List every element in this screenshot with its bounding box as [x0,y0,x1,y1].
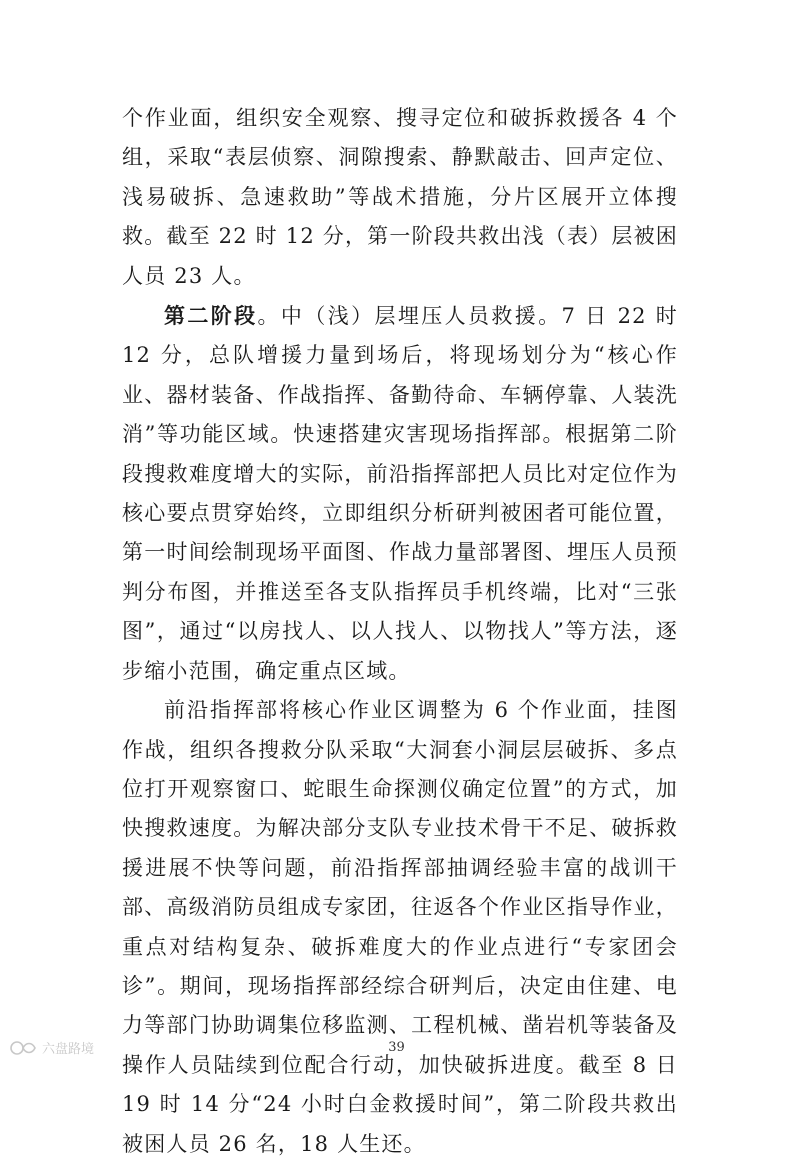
paragraph-2 [122,296,678,691]
paragraph-3-text: 前沿指挥部将核心作业区调整为 6 个作业面，挂图作战，组织各搜救分队采取“大洞套小洞层层破拆、多点位打开观察窗口、蛇眼生命探测仪确定位置”的方式，加快搜救速度。为解决部分支队专业技术骨干不足、破拆救援进展不快等问题，前沿指挥部抽调经验丰富的战训干部、高级消防员组成专家团，往返各个作业区指导作业，重点对结构复杂、破拆难度大的作业点进行“专家团会诊”。期间，现场指挥部经综合研判后，决定由住建、电力等部门协助调集位移监测、工程机械、凿岩机等装备及操作人员陆续到位配合行动，加快破拆进度。截至 8 日 19 时 14 分“24 小时白金救援时间”，第二阶段共救出被困人员 26 名，18 人生还。 [122,698,678,1156]
paragraph-1 [122,99,678,296]
paragraph-1-text: 个作业面，组织安全观察、搜寻定位和破拆救援各 4 个组，采取“表层侦察、洞隙搜索、静默敲击、回声定位、浅易破拆、急速救助”等战术措施，分片区展开立体搜救。截至 22 时 12 分，第一阶段共救出浅（表）层被困人员 23 人。 [122,106,678,288]
watermark-logo-icon [8,1039,38,1057]
paragraph-2-lead: 第二阶段 [164,303,258,329]
watermark [8,1038,94,1057]
page-number: 39 [388,1040,405,1055]
body-text [122,99,678,1164]
watermark-text: 六盘路境 [42,1042,95,1057]
paragraph-2-text: 。中（浅）层埋压人员救援。7 日 22 时 12 分，总队增援力量到场后，将现场划分为“核心作业、器材装备、作战指挥、备勤待命、车辆停靠、人装洗消”等功能区域。快速搭建灾害现场指挥部。根据第二阶段搜救难度增大的实际，前沿指挥部把人员比对定位作为核心要点贯穿始终，立即组织分析研判被困者可能位置，第一时间绘制现场平面图、作战力量部署图、埋压人员预判分布图，并推送至各支队指挥员手机终端，比对“三张图”，通过“以房找人、以人找人、以物找人”等方法，逐步缩小范围，确定重点区域。 [122,304,678,683]
paragraph-3 [122,691,678,1164]
